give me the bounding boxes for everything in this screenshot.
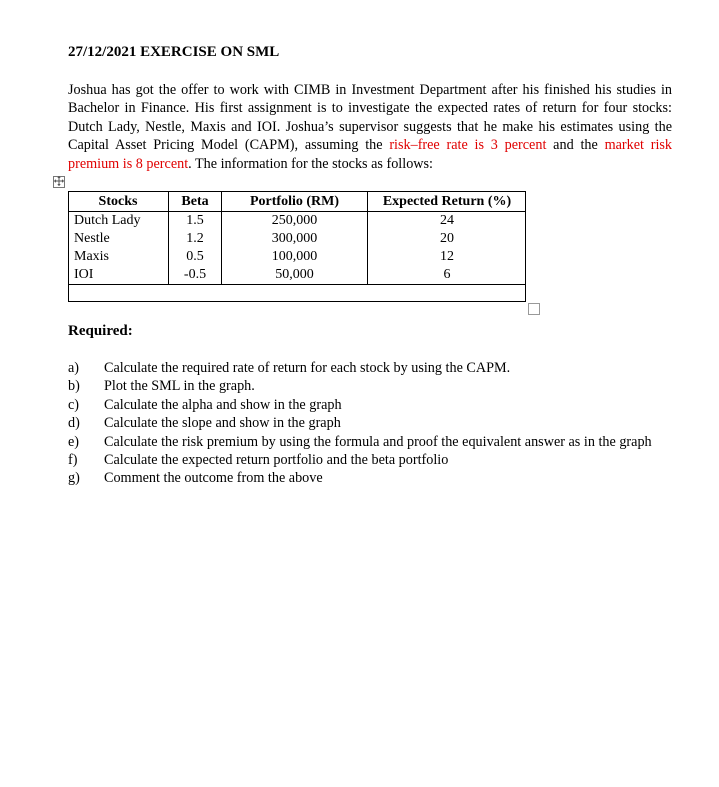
page-title: 27/12/2021 EXERCISE ON SML [68, 44, 280, 60]
risk-free-rate-text: risk–free rate is 3 percent [389, 137, 547, 154]
question-text: Calculate the risk premium by using the formula and proof the equivalent answer as in the graph [104, 433, 652, 450]
cell-expected-return: 20 [440, 231, 454, 246]
question-text: Calculate the required rate of return for each stock by using the CAPM. [104, 360, 511, 376]
question-label: g) [68, 470, 80, 487]
list-item [68, 469, 672, 487]
question-label: a) [68, 360, 80, 376]
required-heading: Required: [68, 323, 133, 339]
move-icon [54, 173, 64, 191]
list-item [68, 433, 672, 451]
intro-text-3: . The information for the stocks as follows: [188, 155, 433, 172]
cell-stock: Dutch Lady [68, 212, 169, 231]
question-label: c) [68, 396, 80, 413]
cell-expected-return: 6 [368, 266, 527, 285]
question-text: Comment the outcome from the above [104, 470, 323, 487]
cell-portfolio: 300,000 [222, 230, 368, 248]
header-stocks: Stocks [68, 191, 169, 212]
cell-beta: 1.2 [169, 230, 222, 248]
questions-list [68, 359, 672, 488]
question-label: d) [68, 415, 80, 432]
question-label: e) [68, 433, 80, 450]
table-resize-handle[interactable] [528, 303, 540, 315]
question-label: b) [68, 378, 80, 395]
question-text: Calculate the slope and show in the graph [104, 415, 341, 432]
cell-beta: 0.5 [169, 248, 222, 266]
cell-beta: -0.5 [169, 266, 222, 285]
list-item [68, 377, 672, 395]
list-item [68, 359, 672, 377]
cell-portfolio: 50,000 [222, 266, 368, 285]
intro-text-2: and the [546, 137, 605, 154]
intro-paragraph [68, 81, 672, 173]
intro-text-1: Joshua has got the offer to work with CIMB in Investment Department after his finished his studies in Bachelor in Finance. His first assignment is to investigate the expected rates of return for four stocks: Dutch Lady, Nestle, Maxis and IOI. Joshua’s supervisor suggests that he make his estimates using the Capital Asset Pricing Model (CAPM), assuming the [68, 82, 672, 154]
cell-expected-return: 24 [440, 213, 454, 228]
header-portfolio: Portfolio (RM) [222, 191, 368, 212]
question-text: Calculate the alpha and show in the graph [104, 396, 342, 413]
table-row [68, 230, 526, 248]
cell-expected-return: 12 [440, 249, 454, 264]
cell-portfolio: 100,000 [222, 248, 368, 266]
question-label: f) [68, 452, 78, 469]
question-text: Calculate the expected return portfolio and the beta portfolio [104, 452, 449, 469]
header-expected-return: Expected Return (%) [368, 191, 527, 212]
list-item [68, 451, 672, 469]
table-row [68, 212, 526, 231]
cell-stock: IOI [68, 266, 169, 285]
cell-stock: Maxis [68, 248, 169, 266]
market-risk-premium-text: market risk premium is 8 percent [68, 137, 673, 172]
table-header-row [68, 191, 526, 212]
header-beta: Beta [169, 191, 222, 212]
list-item [68, 396, 672, 414]
table-row [68, 248, 526, 266]
cell-beta: 1.5 [169, 212, 222, 231]
list-item [68, 414, 672, 432]
table-row [68, 266, 526, 285]
stocks-table [68, 191, 526, 285]
cell-stock: Nestle [68, 230, 169, 248]
cell-portfolio: 250,000 [222, 212, 368, 231]
table-move-handle[interactable] [53, 176, 65, 188]
question-text: Plot the SML in the graph. [104, 378, 255, 395]
